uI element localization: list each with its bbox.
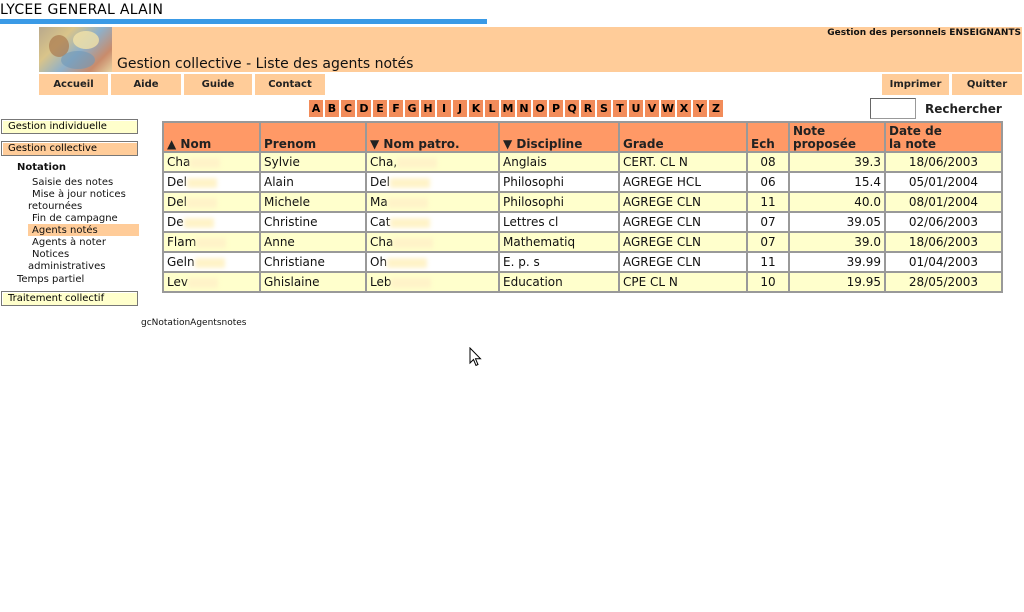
- cell-grade: AGREGE CLN: [619, 212, 747, 232]
- table-row[interactable]: [163, 192, 1002, 212]
- cell-patro: Del: [366, 172, 499, 192]
- cell-prenom: Michele: [260, 192, 366, 212]
- cell-prenom: Anne: [260, 232, 366, 252]
- table-row[interactable]: [163, 172, 1002, 192]
- letter-d[interactable]: D: [357, 100, 371, 117]
- col-date-label-1: Date de: [889, 124, 942, 138]
- sort-desc-icon: ▼: [503, 137, 513, 151]
- sidebar-item-notices[interactable]: Notices: [32, 249, 70, 260]
- letter-w[interactable]: W: [661, 102, 675, 115]
- letter-n[interactable]: N: [517, 100, 531, 117]
- cell-grade: AGREGE CLN: [619, 192, 747, 212]
- cell-nom[interactable]: Cha: [163, 152, 260, 172]
- letter-l[interactable]: L: [485, 100, 499, 117]
- col-note-header[interactable]: [789, 122, 885, 152]
- cell-patro: Cha: [366, 232, 499, 252]
- app-title: LYCEE GENERAL ALAIN: [0, 2, 164, 18]
- table-row[interactable]: [163, 212, 1002, 232]
- sidebar-item-mise-a-jour[interactable]: Mise à jour notices: [32, 189, 126, 200]
- cell-discipline: E. p. s: [499, 252, 619, 272]
- cell-nom[interactable]: De: [163, 212, 260, 232]
- cell-note: 39.99: [789, 252, 885, 272]
- cell-ech: 11: [747, 252, 789, 272]
- letter-z[interactable]: Z: [709, 100, 723, 117]
- cell-date: 02/06/2003: [885, 212, 1002, 232]
- cell-date: 01/04/2003: [885, 252, 1002, 272]
- cell-ech: 06: [747, 172, 789, 192]
- letter-h[interactable]: H: [421, 100, 435, 117]
- cell-note: 39.0: [789, 232, 885, 252]
- cell-nom[interactable]: Del: [163, 192, 260, 212]
- agents-table: [162, 121, 1003, 293]
- col-discipline-header[interactable]: [499, 122, 619, 152]
- cell-patro: Oh: [366, 252, 499, 272]
- letter-v[interactable]: V: [645, 100, 659, 117]
- search-input[interactable]: [870, 98, 916, 119]
- sidebar-item-saisie[interactable]: Saisie des notes: [32, 177, 114, 188]
- sidebar-item-mise-a-jour-2[interactable]: retournées: [28, 201, 83, 212]
- cell-grade: AGREGE CLN: [619, 252, 747, 272]
- letter-p[interactable]: P: [549, 100, 563, 117]
- table-row[interactable]: [163, 272, 1002, 292]
- nav-accueil-button[interactable]: Accueil: [39, 74, 108, 95]
- cell-grade: CPE CL N: [619, 272, 747, 292]
- cell-nom[interactable]: Lev: [163, 272, 260, 292]
- cell-ech: 08: [747, 152, 789, 172]
- sort-asc-icon: ▲: [167, 137, 177, 151]
- col-nom-patro-header[interactable]: [366, 122, 499, 152]
- col-date-label-2: la note: [889, 137, 937, 151]
- cell-patro: Cat: [366, 212, 499, 232]
- cell-note: 19.95: [789, 272, 885, 292]
- letter-s[interactable]: S: [597, 100, 611, 117]
- cell-discipline: Anglais: [499, 152, 619, 172]
- cell-discipline: Lettres cl: [499, 212, 619, 232]
- letter-f[interactable]: F: [389, 100, 403, 117]
- table-row[interactable]: [163, 152, 1002, 172]
- letter-r[interactable]: R: [581, 100, 595, 117]
- col-date-header[interactable]: [885, 122, 1002, 152]
- col-prenom-header[interactable]: Prenom: [260, 122, 366, 152]
- sidebar-traitement-collectif[interactable]: Traitement collectif: [1, 291, 138, 306]
- search-button[interactable]: Rechercher: [925, 102, 1002, 116]
- letter-j[interactable]: J: [453, 100, 467, 117]
- cell-note: 40.0: [789, 192, 885, 212]
- cell-date: 05/01/2004: [885, 172, 1002, 192]
- letter-t[interactable]: T: [613, 100, 627, 117]
- alphabet-filter: [309, 100, 725, 117]
- cell-ech: 10: [747, 272, 789, 292]
- cell-date: 08/01/2004: [885, 192, 1002, 212]
- col-ech-header[interactable]: Ech: [747, 122, 789, 152]
- cell-nom[interactable]: Del: [163, 172, 260, 192]
- col-note-label-1: Note: [793, 124, 826, 138]
- letter-a[interactable]: A: [309, 100, 323, 117]
- mouse-pointer-icon: [469, 347, 482, 367]
- cell-nom[interactable]: Flam: [163, 232, 260, 252]
- cell-nom[interactable]: Geln: [163, 252, 260, 272]
- cell-prenom: Sylvie: [260, 152, 366, 172]
- cell-ech: 07: [747, 212, 789, 232]
- cell-discipline: Mathematiq: [499, 232, 619, 252]
- col-nom-patro-label: Nom patro.: [383, 137, 460, 151]
- letter-q[interactable]: Q: [565, 100, 579, 117]
- letter-c[interactable]: C: [341, 100, 355, 117]
- cell-discipline: Philosophi: [499, 192, 619, 212]
- module-label: Gestion des personnels ENSEIGNANTS: [827, 28, 1021, 38]
- sort-desc-icon: ▼: [370, 137, 380, 151]
- table-row[interactable]: [163, 252, 1002, 272]
- col-discipline-label: Discipline: [516, 137, 583, 151]
- page-title: Gestion collective - Liste des agents notés: [117, 56, 414, 72]
- cell-prenom: Christine: [260, 212, 366, 232]
- sidebar-item-fin-campagne[interactable]: Fin de campagne: [32, 213, 118, 224]
- letter-x[interactable]: X: [677, 100, 691, 117]
- table-row[interactable]: [163, 232, 1002, 252]
- cell-discipline: Education: [499, 272, 619, 292]
- cell-patro: Cha,: [366, 152, 499, 172]
- cell-prenom: Christiane: [260, 252, 366, 272]
- sidebar-item-agents-a-noter[interactable]: Agents à noter: [32, 237, 106, 248]
- letter-i[interactable]: I: [437, 100, 451, 117]
- title-underline: [0, 19, 487, 24]
- letter-e[interactable]: E: [373, 100, 387, 117]
- sidebar-gestion-collective[interactable]: Gestion collective: [1, 141, 138, 156]
- letter-u[interactable]: U: [629, 100, 643, 117]
- cell-discipline: Philosophi: [499, 172, 619, 192]
- col-grade-header[interactable]: Grade: [619, 122, 747, 152]
- nav-aide-button[interactable]: Aide: [111, 74, 181, 95]
- sidebar-item-notices-2[interactable]: administratives: [28, 261, 106, 272]
- cell-date: 18/06/2003: [885, 152, 1002, 172]
- cell-prenom: Ghislaine: [260, 272, 366, 292]
- cell-grade: CERT. CL N: [619, 152, 747, 172]
- page-identifier: gcNotationAgentsnotes: [141, 318, 247, 328]
- cell-date: 28/05/2003: [885, 272, 1002, 292]
- cell-ech: 11: [747, 192, 789, 212]
- sidebar-gestion-individuelle[interactable]: Gestion individuelle: [1, 119, 138, 134]
- letter-g[interactable]: G: [405, 100, 419, 117]
- cell-patro: Ma: [366, 192, 499, 212]
- nav-quitter-button[interactable]: Quitter: [952, 74, 1022, 95]
- letter-b[interactable]: B: [325, 100, 339, 117]
- cell-note: 39.05: [789, 212, 885, 232]
- nav-guide-button[interactable]: Guide: [184, 74, 252, 95]
- letter-m[interactable]: M: [502, 102, 514, 115]
- letter-y[interactable]: Y: [693, 100, 707, 117]
- cell-prenom: Alain: [260, 172, 366, 192]
- cell-note: 15.4: [789, 172, 885, 192]
- letter-k[interactable]: K: [469, 100, 483, 117]
- sidebar-notation-heading: Notation: [17, 162, 66, 173]
- col-note-label-2: proposée: [793, 137, 857, 151]
- cell-date: 18/06/2003: [885, 232, 1002, 252]
- col-nom-label: Nom: [180, 137, 212, 151]
- sidebar-item-agents-notes[interactable]: Agents notés: [32, 225, 98, 236]
- header-photo: [39, 27, 112, 72]
- cell-ech: 07: [747, 232, 789, 252]
- table-header-row: [163, 122, 1002, 152]
- cell-patro: Leb: [366, 272, 499, 292]
- cell-grade: AGREGE CLN: [619, 232, 747, 252]
- cell-note: 39.3: [789, 152, 885, 172]
- sidebar-item-temps-partiel[interactable]: Temps partiel: [17, 274, 85, 285]
- col-nom-header[interactable]: [163, 122, 260, 152]
- cell-grade: AGREGE HCL: [619, 172, 747, 192]
- letter-o[interactable]: O: [533, 100, 547, 117]
- nav-contact-button[interactable]: Contact: [255, 74, 325, 95]
- nav-imprimer-button[interactable]: Imprimer: [882, 74, 949, 95]
